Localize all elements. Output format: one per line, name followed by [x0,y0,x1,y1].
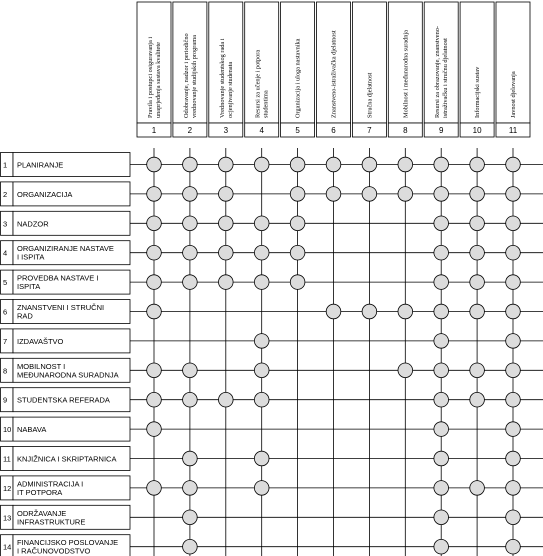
column-header-box [424,2,458,123]
mark-r6-c7 [362,304,377,319]
mark-r14-c9 [434,539,449,554]
column-number: 2 [187,126,193,135]
mark-r9-c2 [183,392,198,407]
mark-r8-c8 [398,363,413,378]
column-header-line: Odobravanje, nadzor i periodično [182,33,190,118]
mark-r1-c3 [219,157,234,172]
column-header-line: vrednovanje studijskih programa [190,35,198,118]
mark-r13-c11 [506,510,521,525]
row-label: PLANIRANJE [17,160,64,170]
mark-r5-c4 [254,275,269,290]
mark-r6-c8 [398,304,413,319]
mark-r13-c9 [434,510,449,525]
mark-r10-c9 [434,422,449,437]
mark-r1-c7 [362,157,377,172]
mark-r4-c10 [470,245,485,260]
row-10 [1,417,131,441]
row-label: KNJIŽNICA I SKRIPTARNICA [17,454,117,464]
mark-r2-c2 [183,187,198,202]
mark-r1-c6 [326,157,341,172]
row-number: 13 [3,513,12,523]
column-header-line: Resursi za učenje i potpora [254,49,262,118]
mark-r3-c5 [290,216,305,231]
mark-r1-c8 [398,157,413,172]
column-header-line: Vrednovanje studentskog rada i [218,38,226,118]
mark-r12-c4 [254,481,269,496]
mark-r10-c1 [147,422,162,437]
mark-r8-c9 [434,363,449,378]
column-header-5 [281,2,315,137]
mark-r8-c11 [506,363,521,378]
mark-r3-c10 [470,216,485,231]
column-header-line: Resursi za obrazovanje, znanstveno- [434,26,442,118]
mark-r4-c3 [219,245,234,260]
mark-r3-c1 [147,216,162,231]
mark-r3-c4 [254,216,269,231]
mark-r2-c11 [506,187,521,202]
mark-r9-c3 [219,392,234,407]
mark-r2-c9 [434,187,449,202]
mark-r4-c5 [290,245,305,260]
mark-r12-c1 [147,481,162,496]
column-header-line: ocjenjivanje studenata [226,61,234,118]
row-label: ADMINISTRACIJA I [17,479,84,489]
row-label: IT POTPORA [17,487,63,497]
mark-r1-c4 [254,157,269,172]
mark-r9-c9 [434,392,449,407]
column-header-line: Mobilnost i međunarodna suradnja [402,30,410,118]
mark-r7-c4 [254,334,269,349]
row-label: RAD [17,311,33,321]
mark-r8-c1 [147,363,162,378]
row-number: 10 [3,425,12,435]
mark-r3-c9 [434,216,449,231]
column-header-line: Stručna djelatnost [366,72,374,118]
row-number: 8 [3,366,8,376]
mark-r1-c5 [290,157,305,172]
column-header-line: Organizacija i uloga nastavnika [294,38,302,118]
mark-r5-c11 [506,275,521,290]
mark-r11-c2 [183,451,198,466]
mark-r12-c10 [470,481,485,496]
column-number: 9 [438,126,444,135]
mark-r4-c4 [254,245,269,260]
mark-r9-c4 [254,392,269,407]
column-header-6 [317,2,351,137]
column-header-11 [496,2,530,137]
row-number: 4 [3,248,8,258]
mark-r2-c1 [147,187,162,202]
row-label: STUDENTSKA REFERADA [17,395,110,405]
mark-r11-c9 [434,451,449,466]
mark-r9-c10 [470,392,485,407]
mark-r9-c11 [506,392,521,407]
row-number: 9 [3,395,8,405]
row-number: 3 [3,219,8,229]
row-label: NABAVA [17,425,47,435]
column-number: 7 [367,126,372,135]
column-header-8 [388,2,422,137]
mark-r6-c9 [434,304,449,319]
column-number: 1 [151,126,157,135]
row-label: ISPITA [17,282,41,292]
mark-r4-c2 [183,245,198,260]
mark-r13-c2 [183,510,198,525]
row-13 [1,505,131,529]
mark-r9-c1 [147,392,162,407]
mark-r1-c2 [183,157,198,172]
column-header-box [209,2,243,123]
column-number: 3 [223,126,229,135]
mark-r4-c9 [434,245,449,260]
row-9 [1,388,131,412]
mark-r7-c11 [506,334,521,349]
row-label: NADZOR [17,219,49,229]
column-header-box [245,2,279,123]
row-number: 6 [3,307,8,317]
column-header-line: Znanstveno-istraživačka djelatnost [330,30,338,118]
mark-r5-c2 [183,275,198,290]
column-header-line: Javnost djelovanja [510,71,517,118]
column-number: 6 [331,126,336,135]
row-label: I RAČUNOVODSTVO [17,546,91,556]
column-header-line: unaprjeđenja sustava kvalitete [155,42,162,118]
column-header-box [173,2,207,123]
row-label: IZDAVAŠTVO [17,336,64,346]
mark-r8-c2 [183,363,198,378]
row-4 [1,241,131,265]
mark-r3-c11 [506,216,521,231]
row-12 [1,476,131,500]
row-label: PROVEDBA NASTAVE I [17,273,99,283]
column-header-line: Informacijski sustav [474,66,482,118]
mark-r11-c4 [254,451,269,466]
row-6 [1,300,131,324]
column-header-3 [209,2,243,137]
mark-r2-c5 [290,187,305,202]
mark-r4-c11 [506,245,521,260]
mark-r6-c6 [326,304,341,319]
row-7 [1,329,131,353]
row-number: 1 [3,160,8,170]
column-header-7 [352,2,386,137]
mark-r5-c10 [470,275,485,290]
column-number: 8 [403,126,408,135]
mark-r4-c1 [147,245,162,260]
column-header-line: studentima [262,90,270,118]
row-label: ODRŽAVANJE [17,508,67,518]
mark-r12-c2 [183,481,198,496]
column-header-10 [460,2,494,137]
mark-r8-c10 [470,363,485,378]
row-8 [1,358,131,382]
mark-r12-c9 [434,481,449,496]
row-5 [1,270,131,294]
row-label: MOBILNOST I [17,361,66,371]
mark-r2-c6 [326,187,341,202]
row-label: MEĐUNARODNA SURADNJA [17,370,119,380]
mark-r12-c11 [506,481,521,496]
column-number: 10 [472,126,482,135]
mark-r1-c10 [470,157,485,172]
mark-r3-c3 [219,216,234,231]
mark-r6-c10 [470,304,485,319]
column-headers [137,2,530,137]
mark-r2-c8 [398,187,413,202]
column-header-line: istraživačku i stručnu djelatnost [442,38,450,118]
mark-r1-c1 [147,157,162,172]
mark-r7-c9 [434,334,449,349]
mark-r2-c7 [362,187,377,202]
row-14 [1,535,131,556]
row-label: ZNANSTVENI I STRUČNI [17,303,105,312]
row-number: 7 [3,336,8,346]
row-label: ORGANIZIRANJE NASTAVE [17,244,114,254]
column-number: 11 [508,126,518,135]
mark-r11-c11 [506,451,521,466]
column-number: 5 [295,126,300,135]
mark-r2-c3 [219,187,234,202]
row-11 [1,447,131,471]
mark-r10-c11 [506,422,521,437]
column-header-1 [137,2,171,137]
mark-r14-c2 [183,539,198,554]
mark-r6-c11 [506,304,521,319]
row-label: ORGANIZACIJA [17,189,73,199]
row-2 [1,182,131,206]
mark-r5-c9 [434,275,449,290]
row-3 [1,211,131,235]
row-labels [1,153,131,556]
mark-r8-c4 [254,363,269,378]
mark-r1-c11 [506,157,521,172]
mark-r6-c1 [147,304,162,319]
column-header-9 [424,2,458,137]
mark-r5-c1 [147,275,162,290]
row-number: 11 [3,454,11,464]
row-1 [1,153,131,177]
row-label: INFRASTRUKTURE [17,517,86,527]
row-number: 5 [3,278,8,288]
mark-r14-c11 [506,539,521,554]
column-header-2 [173,2,207,137]
row-number: 12 [3,483,12,493]
mark-r1-c9 [434,157,449,172]
row-label: I ISPITA [17,252,45,262]
column-header-4 [245,2,279,137]
row-label: FINANCIJSKO POSLOVANJE [17,538,119,548]
mark-r2-c10 [470,187,485,202]
column-header-line: Pravila i postupci osiguravanja i [147,36,154,118]
mark-r3-c2 [183,216,198,231]
row-number: 2 [3,189,8,199]
row-number: 14 [3,542,12,552]
column-header-box [137,2,171,123]
mark-r5-c3 [219,275,234,290]
mark-r5-c5 [290,275,305,290]
column-number: 4 [259,126,264,135]
